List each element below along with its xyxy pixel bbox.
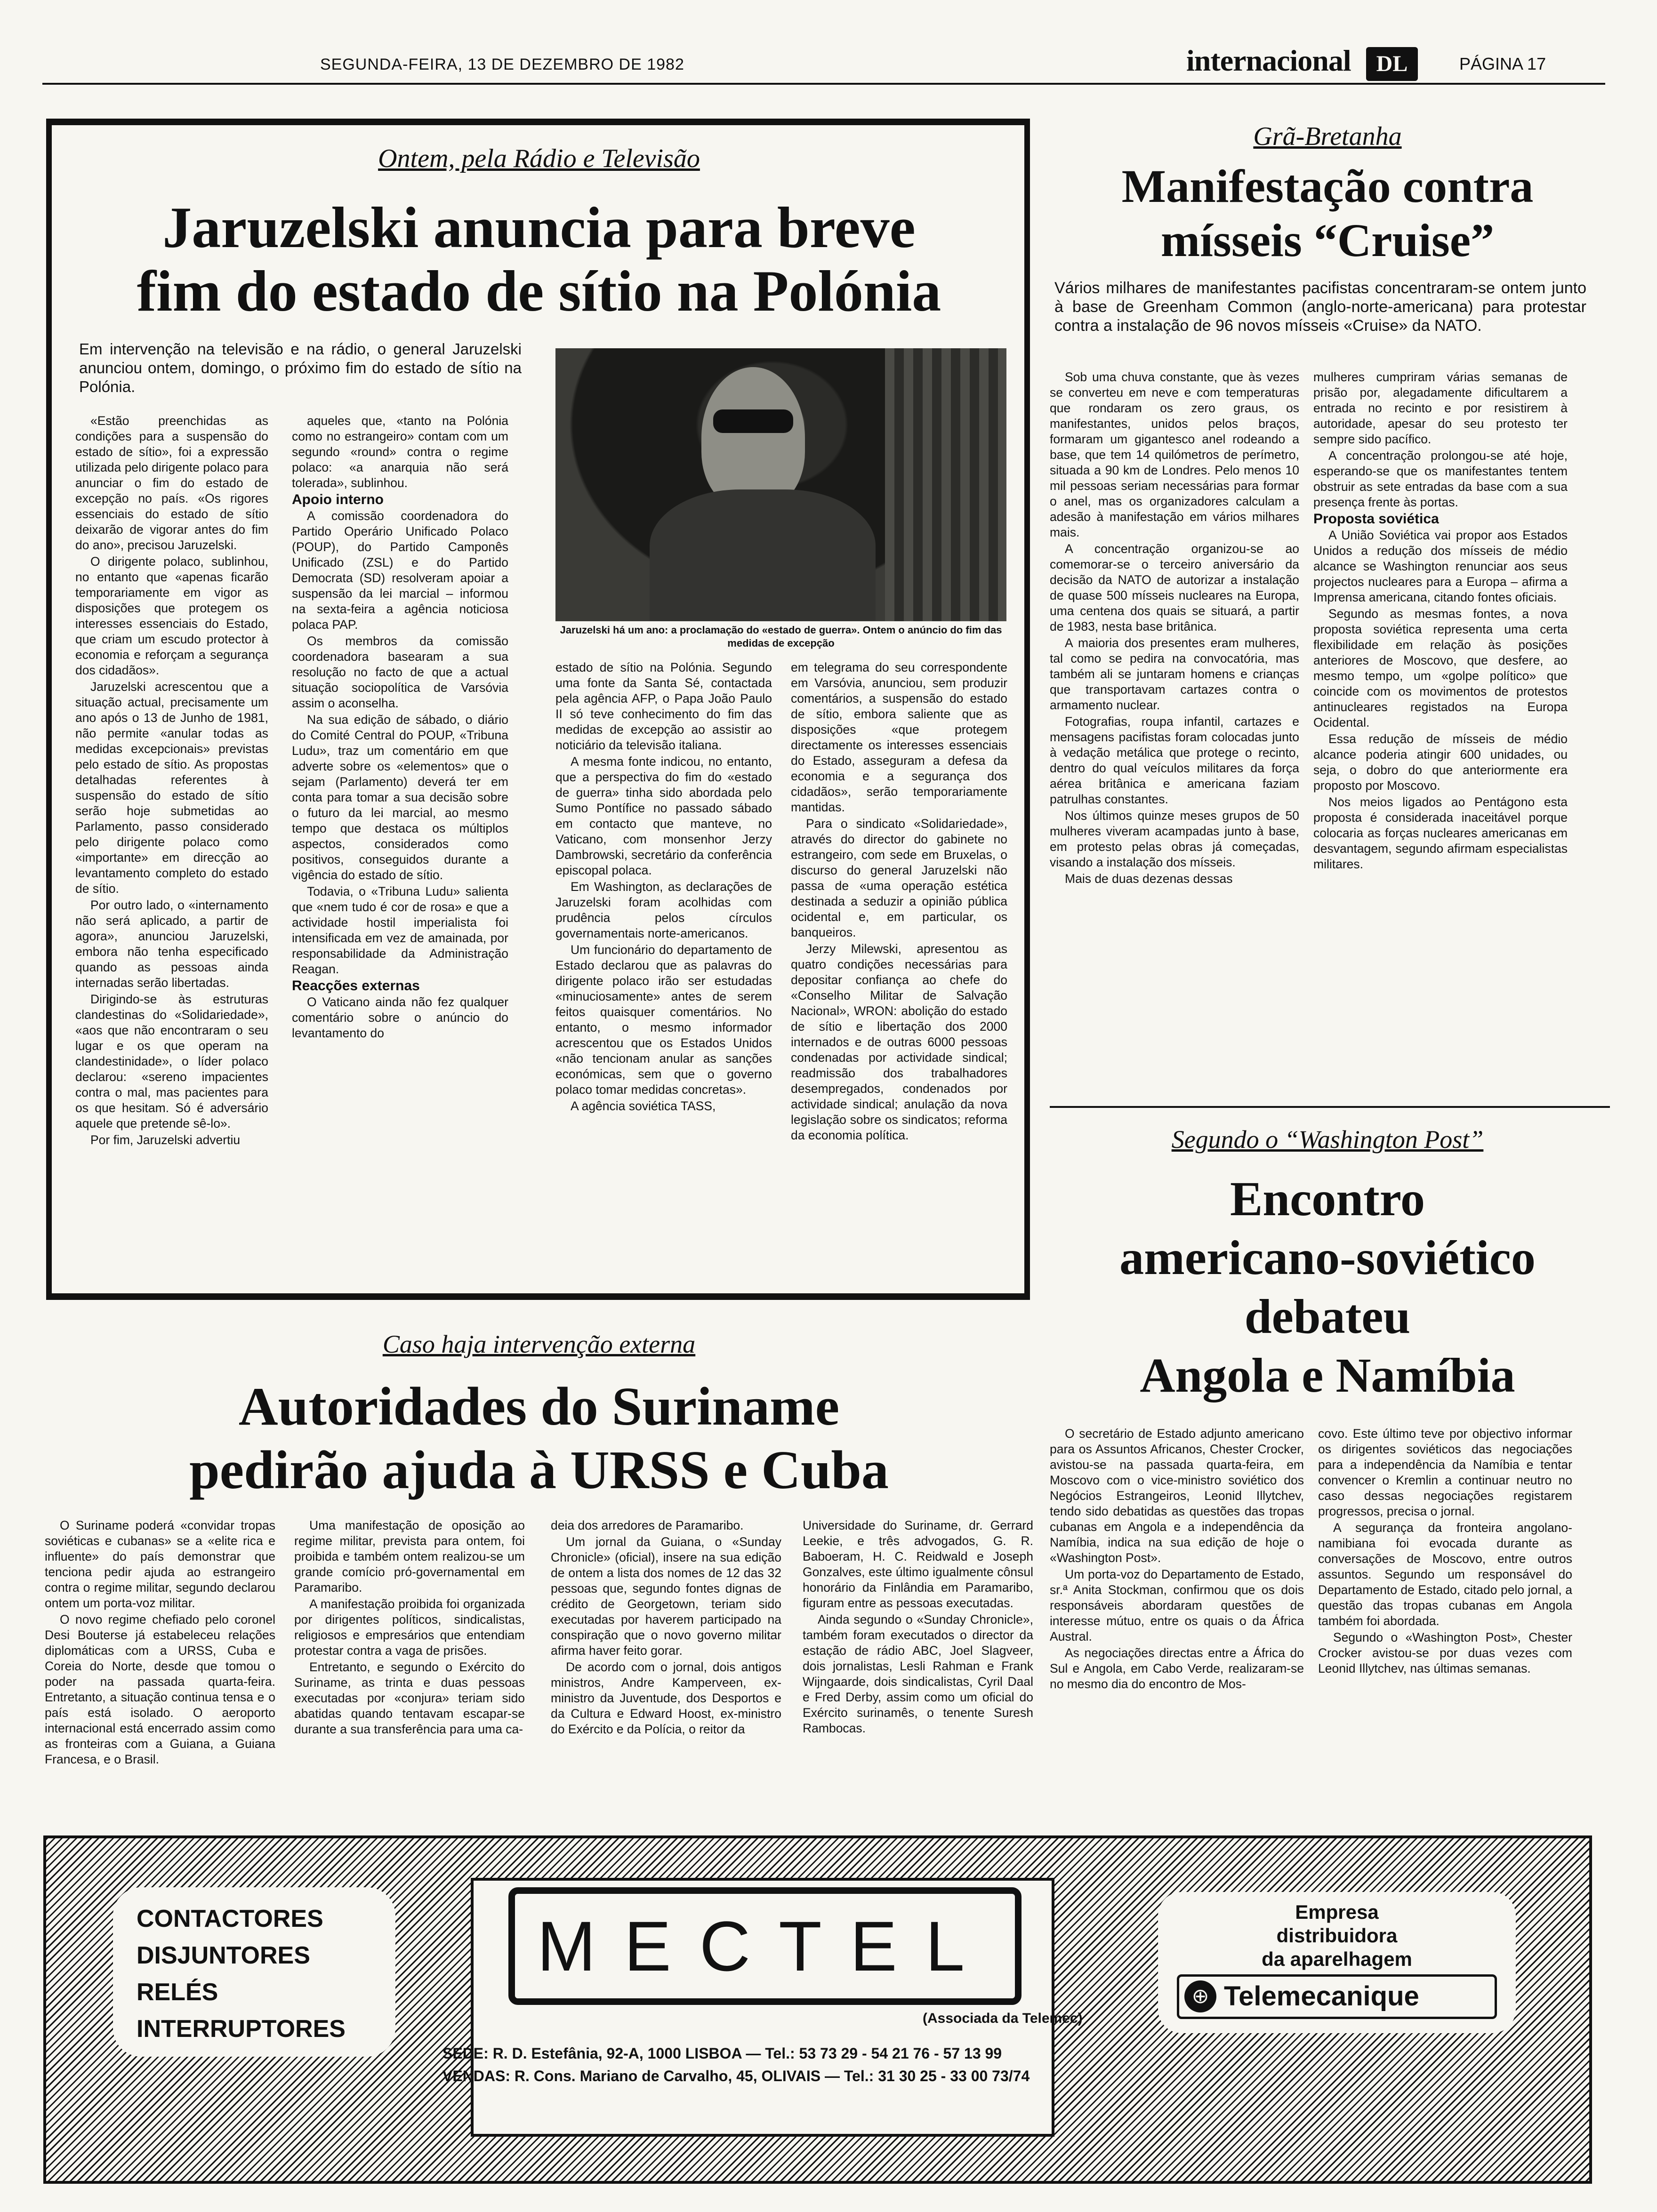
paragraph: mulheres cumpriram várias semanas de prisão por, alegadamente dificultarem a entrada no recinto e por resistirem à autoridade, apesar do seu protesto ter sempre sido pacífico. — [1313, 370, 1568, 446]
photo-figure-shape — [701, 367, 805, 508]
paragraph: Nos últimos quinze meses grupos de 50 mulheres viveram acampadas junto à base, em protesto pelas obras já começadas, visando a instalação dos mísseis. — [1050, 809, 1299, 869]
paragraph: A União Soviética vai propor aos Estados Unidos a redução dos mísseis de médio alcance se Washington renunciar aos seus projectos nucleares para a Europa – afirma a Imprensa americana, citando fontes oficiais. — [1313, 528, 1568, 604]
paragraph: A comissão coordenadora do Partido Operário Unificado Polaco (POUP), do Partido Camponês Unificado (ZSL) e do Partido Democrata (SD) resolveram apoiar a suspensão da lei marcial – informou na sexta-feira a agência noticiosa polaca PAP. — [292, 509, 508, 632]
paragraph: A segurança da fronteira angolano-namibiana foi evocada durante as conversações de Moscovo, entre outros assuntos. Segundo um responsável do Departamento de Estado, citado pelo jornal, a questão das tropas cubanas em Angola também foi abordada. — [1318, 1521, 1572, 1628]
ad-vendas-address: VENDAS: R. Cons. Mariano de Carvalho, 45, OLIVAIS — Tel.: 31 30 25 - 33 00 73/74 — [442, 2068, 1030, 2084]
paragraph: Ainda segundo o «Sunday Chronicle», também foram executados o director da estação de rádio ABC, Joel Slagveer, dois jornalistas, Lesli Rahman e Frank Wijngaarde, dois sindicalistas, Cyril Daal e Fred Derby, assim como um oficial do Exército surinamês, o tenente Suresh Rambocas. — [803, 1612, 1033, 1735]
subheading-proposta-sovietica: Proposta soviética — [1313, 511, 1439, 527]
paragraph: aqueles que, «tanto na Polónia como no estrangeiro» contam com um segundo «round» contra o regime polaco: «a anarquia não será tolerada», sublinhou. — [292, 414, 508, 490]
paragraph: Todavia, o «Tribuna Ludu» salienta que «nem tudo é cor de rosa» e que a actividade hostil imperialista foi intensificada em vez de amainada, por responsabilidade da Administração Reagan. — [292, 884, 508, 976]
mectel-associated: (Associada da Telemec) — [923, 2011, 1083, 2026]
paragraph: Um porta-voz do Departamento de Estado, sr.ª Anita Stockman, confirmou que os dois responsáveis abordaram questões de interesse mútuo, entre os quais o da África Austral. — [1050, 1567, 1304, 1643]
cruise-kicker: Grã-Bretanha — [1253, 122, 1402, 151]
paragraph: A agência soviética TASS, — [571, 1099, 716, 1113]
angola-headline-4: Angola e Namíbia — [1140, 1348, 1515, 1403]
subheading-reaccoes-externas: Reacções externas — [292, 978, 420, 994]
paragraph: Por fim, Jaruzelski advertiu — [90, 1133, 241, 1147]
paragraph: «Estão preenchidas as condições para a suspensão do estado de sítio», foi a expressão utilizada pelo dirigente polaco para anunciar o fim do estado de excepção no país. «Os rigores essenciais do estado de sítio deixarão de vigorar antes do fim do ano», precisou Jaruzelski. — [75, 414, 268, 552]
angola-headline-1: Encontro — [1230, 1172, 1425, 1226]
angola-headline-3: debateu — [1244, 1290, 1411, 1344]
suriname-column-1 — [45, 1518, 275, 1819]
paragraph: O Vaticano ainda não fez qualquer comentário sobre o anúncio do levantamento do — [292, 995, 508, 1040]
suriname-column-4 — [803, 1518, 1033, 1819]
jaruzelski-column-2 — [292, 413, 508, 1289]
paragraph: As negociações directas entre a África do Sul e Angola, em Cabo Verde, realizaram-se no mesmo dia do encontro de Mos- — [1050, 1646, 1304, 1691]
paragraph: Mais de duas dezenas dessas — [1065, 872, 1233, 886]
ad-right-line-1: Empresa — [1295, 1901, 1379, 1923]
suriname-headline-2: pedirão ajuda à URSS e Cuba — [189, 1440, 889, 1500]
paragraph: Um funcionário do departamento de Estado declarou que as palavras do dirigente polaco irão ser estudadas «minuciosamente» antes de serem feitos quaisquer comentários. No entanto, o mesmo informador acrescentou que os Estados Unidos «não tencionam anular as sanções económicas, sem que o governo polaco tomar medidas concretas». — [555, 943, 772, 1097]
paragraph: Essa redução de mísseis de médio alcance poderia atingir 600 unidades, ou seja, o dobro do que anteriormente era proposto por Moscovo. — [1313, 732, 1568, 793]
mectel-brand: MECTEL — [537, 1907, 993, 1986]
jaruzelski-photo-caption: Jaruzelski há um ano: a proclamação do «estado de guerra». Ontem o anúncio do fim das medidas de excepção — [560, 624, 1002, 649]
paragraph: Em Washington, as declarações de Jaruzelski foram acolhidas com prudência pelos círculos governamentais norte-americanos. — [555, 880, 772, 940]
masthead-rule — [42, 83, 1605, 85]
paragraph: Sob uma chuva constante, que às vezes se converteu em neve e com temperaturas que rondaram os zero graus, os manifestantes, unidos pelos braços, formaram um gigantesco anel rodeando a base, que tem 14 quilómetros de perímetro, situada a 90 km de Londres. Pelo menos 10 mil pessoas seriam necessárias para formar o anel, mas os organizadores calculam a adesão à manifestação em vários milhares mais. — [1050, 370, 1299, 539]
paragraph: O Suriname poderá «convidar tropas soviéticas e cubanas» se a «elite rica e influente» do país demonstrar que tenciona pedir ajuda ao estrangeiro contra o regime militar, segundo declarou ontem um porta-voz militar. — [45, 1518, 275, 1610]
suriname-column-3 — [551, 1518, 781, 1819]
paragraph: A mesma fonte indicou, no entanto, que a perspectiva do fim do «estado de guerra» tinha sido abordada pelo Sumo Pontífice no passado sábado em contacto que manteve, no Vaticano, com monsenhor Jerzy Dambrowski, secretário da conferência episcopal polaca. — [555, 754, 772, 877]
paragraph: Uma manifestação de oposição ao regime militar, prevista para ontem, foi proibida e também ontem realizou-se um grande comício pró-governamental em Paramaribo. — [294, 1518, 525, 1595]
ad-item-interruptores: INTERRUPTORES — [137, 2015, 346, 2043]
angola-headline-2: americano-soviético — [1119, 1231, 1536, 1285]
ad-sede-address: SEDE: R. D. Estefânia, 92-A, 1000 LISBOA — Tel.: 53 73 29 - 54 21 76 - 57 13 99 — [442, 2045, 1002, 2062]
cruise-bottom-rule — [1050, 1106, 1610, 1108]
masthead-date: SEGUNDA-FEIRA, 13 DE DEZEMBRO DE 1982 — [320, 56, 684, 73]
suriname-column-2 — [294, 1518, 525, 1819]
paragraph: A manifestação proibida foi organizada por dirigentes políticos, sindicalistas, religiosos e empresários que entendiam protestar contra a vaga de prisões. — [294, 1597, 525, 1658]
subheading-apoio-interno: Apoio interno — [292, 492, 384, 507]
paragraph: Segundo as mesmas fontes, a nova proposta soviética representa uma certa flexibilidade em relação às posições anteriores de Moscovo, que desfere, ao mesmo tempo, um «golpe político» que coincide com os movimentos de protestos antinucleares registados na Europa Ocidental. — [1313, 607, 1568, 729]
telemecanique-emblem-icon: ⊕ — [1184, 1980, 1216, 2012]
paragraph: Na sua edição de sábado, o diário do Comité Central do POUP, «Tribuna Ludu», traz um comentário em que adverte sobre os «elementos» que o sejam (Parlamento) deverá ter em conta para tomar a sua decisão sobre o futuro da lei marcial, ao mesmo tempo que destaca os múltiplos aspectos, considerados como positivos, conseguidos durante a vigência do estado de sítio. — [292, 713, 508, 882]
angola-column-2 — [1318, 1426, 1572, 1821]
suriname-kicker: Caso haja intervenção externa — [382, 1330, 696, 1358]
paragraph: Nos meios ligados ao Pentágono esta proposta é considerada inaceitável porque colocaria as forças nucleares americanas em desvantagem, segundo afirmam especialistas militares. — [1313, 795, 1568, 871]
paragraph: Entretanto, e segundo o Exército do Suriname, as trinta e duas pessoas executadas por «conjura» teriam sido abatidas quando tentavam escapar-se durante a sua transferência para uma ca- — [294, 1660, 525, 1736]
jaruzelski-headline-2: fim do estado de sítio na Polónia — [137, 259, 941, 323]
paragraph: deia dos arredores de Paramaribo. — [551, 1518, 744, 1532]
telemecanique-brand: Telemecanique — [1224, 1981, 1419, 2012]
cruise-headline-1: Manifestação contra — [1121, 160, 1534, 212]
photo-curtain-shape — [885, 348, 1006, 621]
jaruzelski-kicker: Ontem, pela Rádio e Televisão — [378, 144, 700, 173]
angola-kicker: Segundo o “Washington Post” — [1171, 1125, 1484, 1154]
paragraph: Fotografias, roupa infantil, cartazes e mensagens pacifistas foram colocadas junto à vedação metálica que protege o recinto, dentro do qual veículos militares da força aérea britânica e americana faziam patrulhas constantes. — [1050, 714, 1299, 806]
ad-right-line-2: distribuidora — [1276, 1924, 1398, 1947]
paragraph: A maioria dos presentes eram mulheres, tal como se pedira na convocatória, mas também ali se juntaram homens e crianças que transportavam cartazes contra o armamento nuclear. — [1050, 636, 1299, 712]
paragraph: O dirigente polaco, sublinhou, no entanto que «apenas ficarão temporariamente em vigor as disposições que protegem os interesses essenciais do Estado, que criam um escudo protector à economia e reforçam a segurança dos cidadãos». — [75, 554, 268, 677]
cruise-lead: Vários milhares de manifestantes pacifistas concentraram-se ontem junto à base de Greenham Common (anglo-norte-americana) para protestar contra a instalação de 96 novos mísseis «Cruise» da NATO. — [1054, 279, 1586, 335]
paragraph: O secretário de Estado adjunto americano para os Assuntos Africanos, Chester Crocker, avistou-se na passada quarta-feira, em Moscovo com o vice-ministro soviético dos Negócios Estrangeiros, Leonid Illytchev, tendo sido debatidas as questões das tropas cubanas em Angola e a independência da Namíbia, indica na sua edição de hoje o «Washington Post». — [1050, 1427, 1304, 1565]
suriname-headline-1: Autoridades do Suriname — [238, 1377, 840, 1437]
photo-uniform-shape — [650, 489, 876, 621]
section-title: internacional — [1186, 44, 1351, 77]
angola-column-1 — [1050, 1426, 1304, 1821]
paragraph: De acordo com o jornal, dois antigos ministros, Andre Kamperveen, ex-ministro da Juventude, dos Desportos e da Cultura e Edward Hoost, ex-ministro do Exército e da Polícia, o reitor da — [551, 1660, 781, 1736]
paragraph: estado de sítio na Polónia. Segundo uma fonte da Santa Sé, contactada pela agência AFP, o Papa João Paulo II só teve conhecimento do fim das medidas de excepção ao assistir ao noticiário da televisão italiana. — [555, 660, 772, 752]
paragraph: Os membros da comissão coordenadora basearam a sua resolução no facto de que a actual situação sociopolítica de Varsóvia assim o aconselha. — [292, 634, 508, 710]
jaruzelski-column-3 — [555, 660, 772, 1286]
photo-glasses-shape — [713, 409, 793, 433]
cruise-column-2 — [1313, 369, 1568, 1085]
ad-item-contactores: CONTACTORES — [137, 1905, 323, 1932]
ad-left-panel — [113, 1887, 395, 2057]
jaruzelski-column-4 — [791, 660, 1007, 1286]
paragraph: Jerzy Milewski, apresentou as quatro condições necessárias para depositar confiança ao chefe do «Conselho Militar de Salvação Nacional», WRON: abolição do estado de sítio e libertação dos 2000 internados e de outras 6000 pessoas condenadas por actividade sindical; readmissão dos trabalhadores desempregados, condenados por actividade sindical; anulação da nova legislação sobre os sindicatos; reforma da economia política. — [791, 942, 1007, 1142]
paragraph: Jaruzelski acrescentou que a situação actual, precisamente um ano após o 13 de Junho de 1981, não permite «anular todas as medidas excepcionais» previstas pelo estado de sítio. As propostas detalhadas referentes à suspensão do estado de sítio serão hoje submetidas ao Parlamento, passo considerado pelo dirigente polaco como «importante» em direcção ao levantamento completo do estado de sítio. — [75, 680, 268, 896]
ad-item-reles: RELÉS — [137, 1979, 218, 2006]
paragraph: Segundo o «Washington Post», Chester Crocker avistou-se por duas vezes com Leonid Illytchev, nas últimas semanas. — [1318, 1630, 1572, 1675]
jaruzelski-headline-1: Jaruzelski anuncia para breve — [162, 195, 916, 260]
paragraph: Para o sindicato «Solidariedade», através do director do gabinete no estrangeiro, com sede em Bruxelas, o discurso do general Jaruzelski não passa de «uma operação estética destinada a seduzir a opinião pública ocidental e, em particular, os banqueiros. — [791, 817, 1007, 939]
cruise-headline-2: mísseis “Cruise” — [1160, 214, 1495, 266]
paragraph: covo. Este último teve por objectivo informar os dirigentes soviéticos das negociações para a independência da Namíbia e tentar convencer o Kremlin a continuar neutro no caso dessas negociações registarem progressos, precisa o jornal. — [1318, 1427, 1572, 1518]
ad-item-disjuntores: DISJUNTORES — [137, 1942, 310, 1969]
jaruzelski-photo — [555, 348, 1006, 621]
paragraph: Um jornal da Guiana, o «Sunday Chronicle» (oficial), insere na sua edição de ontem a lista dos nomes de 12 das 32 pessoas que, segundo fontes dignas de crédito de Georgetown, teriam sido executadas por haverem participado na conspiração que o novo governo militar afirma haver feito gorar. — [551, 1535, 781, 1658]
cruise-column-1 — [1050, 369, 1299, 1085]
paragraph: A concentração prolongou-se até hoje, esperando-se que os manifestantes tentem obstruir as sete entradas da base com a sua presença frente às portas. — [1313, 449, 1568, 509]
jaruzelski-column-1 — [75, 413, 268, 1289]
page-number: PÁGINA 17 — [1459, 54, 1546, 73]
jaruzelski-lead: Em intervenção na televisão e na rádio, o general Jaruzelski anunciou ontem, domingo, o próximo fim do estado de sítio na Polónia. — [79, 340, 522, 395]
paragraph: Universidade do Suriname, dr. Gerrard Leekie, e três advogados, G. R. Baboeram, H. C. Reidwald e Joseph Gonzalves, este último igualmente cônsul honorário da Finlândia em Paramaribo, figuram entre as pessoas executadas. — [803, 1518, 1033, 1610]
paragraph: O novo regime chefiado pelo coronel Desi Bouterse já estabeleceu relações diplomáticas com a URSS, Cuba e Coreia do Norte, desde que tomou o poder na passada quarta-feira. Entretanto, a situação continua tensa e o país está isolado. O aeroporto internacional está encerrado assim como as fronteiras com a Guiana, a Guiana Francesa, e o Brasil. — [45, 1612, 275, 1766]
paragraph: Por outro lado, o «internamento não será aplicado, a partir de agora», anunciou Jaruzelski, embora não tenha especificado quando as pessoas ainda internadas serão libertadas. — [75, 898, 268, 990]
newspaper-logo-icon: DL — [1366, 47, 1418, 81]
ad-right-line-3: da aparelhagem — [1262, 1948, 1412, 1970]
paragraph: Dirigindo-se às estruturas clandestinas do «Solidariedade», «aos que não encontraram o seu lugar e os que operam na clandestinidade», o líder polaco declarou: «sereno impacientes contra o mal, mas pacientes para os que hesitam. Só é adversário aquele que pretende sê-lo». — [75, 992, 268, 1130]
paragraph: em telegrama do seu correspondente em Varsóvia, anunciou, sem produzir comentários, a suspensão do estado de sítio, embora saliente que as disposições «que protegem directamente os interesses essenciais do Estado, asseguram a defesa da economia e a segurança dos cidadãos», serão temporariamente mantidas. — [791, 660, 1007, 814]
paragraph: A concentração organizou-se ao comemorar-se o terceiro aniversário da decisão da NATO de autorizar a instalação de quase 500 mísseis nucleares na Europa, uma centena dos quais se situará, a partir de 1983, nesta base britânica. — [1050, 542, 1299, 633]
